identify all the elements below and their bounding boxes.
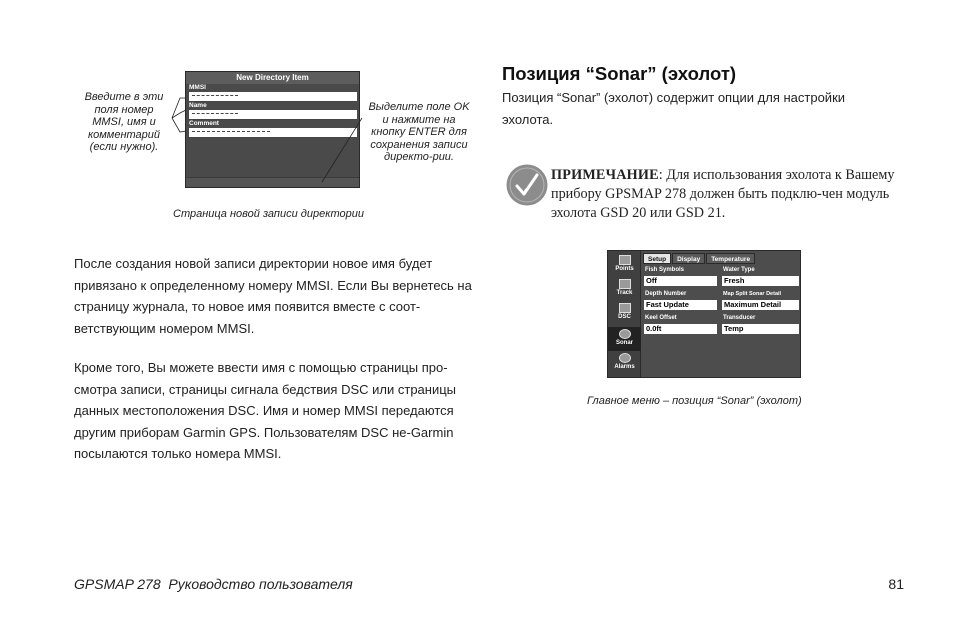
body-paragraph-1: После создания новой записи директории новое имя будет привязано к определенному номеру MMSI. Если Вы вернетесь на страницу журнала, то новое имя появится вместе с соот-ветствующим номером MMSI. <box>74 256 472 336</box>
depth-number-value: Fast Update <box>644 300 717 310</box>
check-note-icon <box>505 163 549 207</box>
note-block <box>551 166 901 223</box>
new-directory-item-screen <box>185 71 360 188</box>
tab-display: Display <box>672 253 705 264</box>
note-text: : Для использования эхолота к Вашему прибору GPSMAP 278 должен быть подклю-чен модуль эхолота GSD 20 или GSD 21. <box>551 167 895 221</box>
map-split-value: Maximum Detail <box>722 300 799 310</box>
footer-manual-title: GPSMAP 278 Руководство пользователя <box>74 576 353 592</box>
mmsi-label: MMSI <box>189 84 206 91</box>
keel-offset-value: 0.0ft <box>644 324 717 334</box>
sidebar-item-track: Track <box>608 279 641 296</box>
section-heading: Позиция “Sonar” (эхолот) <box>502 63 737 84</box>
comment-label: Comment <box>189 120 219 127</box>
depth-number-label: Depth Number <box>645 291 687 297</box>
dsc-icon <box>619 303 631 313</box>
fish-symbols-value: Off <box>644 276 717 286</box>
mmsi-field <box>189 92 357 102</box>
tab-temperature: Temperature <box>706 253 755 264</box>
sidebar-item-sonar: Sonar <box>608 327 641 351</box>
note-label: ПРИМЕЧАНИЕ <box>551 167 659 183</box>
callout-highlight-ok: Выделите поле OK и нажмите на кнопку ENTER для сохранения записи директо-рии. <box>368 101 470 163</box>
fish-symbols-label: Fish Symbols <box>645 267 685 273</box>
section-intro: Позиция “Sonar” (эхолот) содержит опции для настройки эхолота. <box>502 90 846 127</box>
comment-field <box>189 128 357 138</box>
screen-footer-bar <box>186 177 359 187</box>
sidebar-item-points: Points <box>608 255 641 272</box>
name-label: Name <box>189 102 207 109</box>
points-icon <box>619 255 631 265</box>
tab-setup: Setup <box>643 253 671 264</box>
screen-title: New Directory Item <box>186 72 359 84</box>
sidebar-item-alarms: Alarms <box>608 353 641 370</box>
water-type-label: Water Type <box>723 267 755 273</box>
transducer-value: Temp <box>722 324 799 334</box>
keel-offset-label: Keel Offset <box>645 315 677 321</box>
sidebar-item-dsc: DSC <box>608 303 641 320</box>
track-icon <box>619 279 631 289</box>
sonar-menu-screen <box>607 250 801 378</box>
main-menu-sidebar <box>608 251 641 377</box>
body-paragraph-2: Кроме того, Вы можете ввести имя с помощью страницы про-смотра записи, страницы сигнала бедствия DSC или страницы данных местоположения DSC. Имя и номер MMSI передаются другим приборам Garmin GPS. Пользователям DSC не-Garmin посылаются только номера MMSI. <box>74 360 457 462</box>
name-field <box>189 110 357 120</box>
page-number: 81 <box>888 576 904 592</box>
figure-caption-sonar: Главное меню – позиция “Sonar” (эхолот) <box>587 395 802 407</box>
figure-caption-directory: Страница новой записи директории <box>173 208 365 220</box>
alarm-clock-icon <box>619 353 631 363</box>
map-split-label: Map Split Sonar Detail <box>723 291 782 297</box>
water-type-value: Fresh <box>722 276 799 286</box>
sonar-icon <box>619 329 631 339</box>
callout-enter-fields: Введите в эти поля номер MMSI, имя и комментарий (если нужно). <box>84 91 164 153</box>
sonar-tabs <box>643 253 756 264</box>
transducer-label: Transducer <box>723 315 756 321</box>
